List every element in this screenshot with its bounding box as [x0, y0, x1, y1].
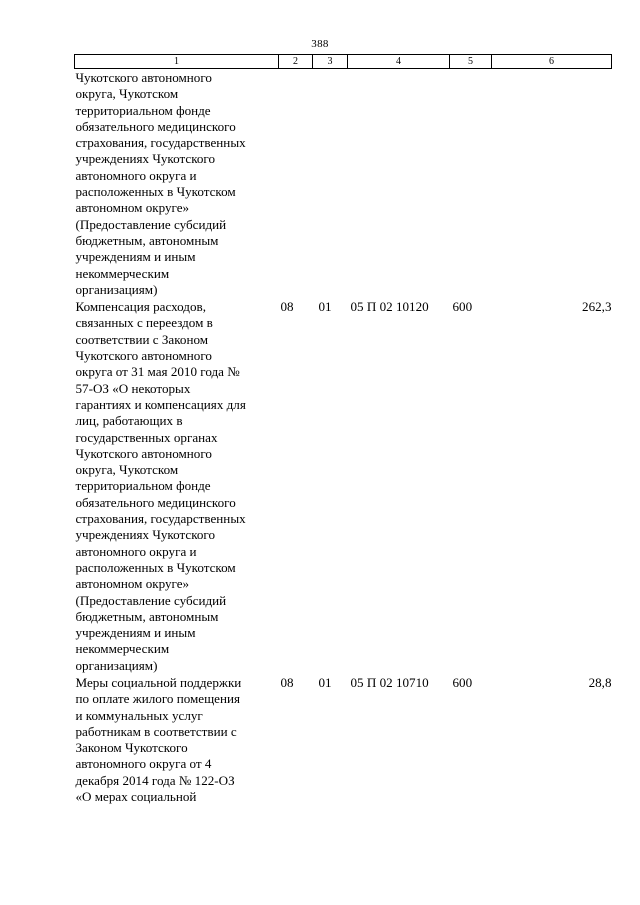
- row-section-code: 08: [280, 674, 294, 690]
- column-header-3: 3: [313, 55, 348, 69]
- row-expense-type: [450, 69, 492, 299]
- column-header-2: 2: [279, 55, 313, 69]
- row-amount: [492, 69, 612, 299]
- row-expense-type: 600: [452, 674, 473, 690]
- row-target-article: 05 П 02 10120: [350, 299, 429, 315]
- table-row: [75, 674, 612, 805]
- column-header-1: 1: [75, 55, 279, 69]
- table-row: [75, 298, 612, 674]
- row-subsection-code: 01: [318, 674, 332, 690]
- row-expense-type: 600: [452, 299, 473, 315]
- row-target-article: [348, 69, 450, 299]
- row-description: Меры социальной поддержки по оплате жилого помещения и коммунальных услуг работникам в соответствии с Законом Чукотского автономного округа от 4 декабря 2014 года № 122-ОЗ «О мерах социальной: [75, 674, 242, 805]
- column-number-header-row: [75, 55, 612, 69]
- budget-table: [74, 54, 612, 805]
- column-header-4: 4: [348, 55, 450, 69]
- row-subsection-code: 01: [318, 299, 332, 315]
- row-target-article: 05 П 02 10710: [350, 674, 429, 690]
- row-description: Чукотского автономного округа, Чукотском территориальном фонде обязательного медицинского страхования, государственных учреждениях Чукотского автономного округа и расположенных в Чукотском автономном округе» (Предоставление субсидий бюджетным, автономным учреждениям и иным некоммерческим организациям): [75, 70, 246, 297]
- table-row: [75, 69, 612, 299]
- column-header-5: 5: [450, 55, 492, 69]
- column-header-6: 6: [492, 55, 612, 69]
- row-amount: 262,3: [582, 299, 612, 315]
- row-description: Компенсация расходов, связанных с переездом в соответствии с Законом Чукотского автономного округа от 31 мая 2010 года № 57-ОЗ «О некоторых гарантиях и компенсациях для лиц, работающих в государственных органах Чукотского автономного округа, Чукотском территориальном фонде обязательного медицинского страхования, государственных учреждениях Чукотского автономного округа и расположенных в Чукотском автономном округе» (Предоставление субсидий бюджетным, автономным учреждениям и иным некоммерческим организациям): [75, 299, 246, 673]
- page-number: 388: [311, 38, 329, 50]
- row-section-code: 08: [280, 299, 294, 315]
- row-subsection-code: [313, 69, 348, 299]
- row-amount: 28,8: [588, 674, 612, 690]
- row-section-code: [279, 69, 313, 299]
